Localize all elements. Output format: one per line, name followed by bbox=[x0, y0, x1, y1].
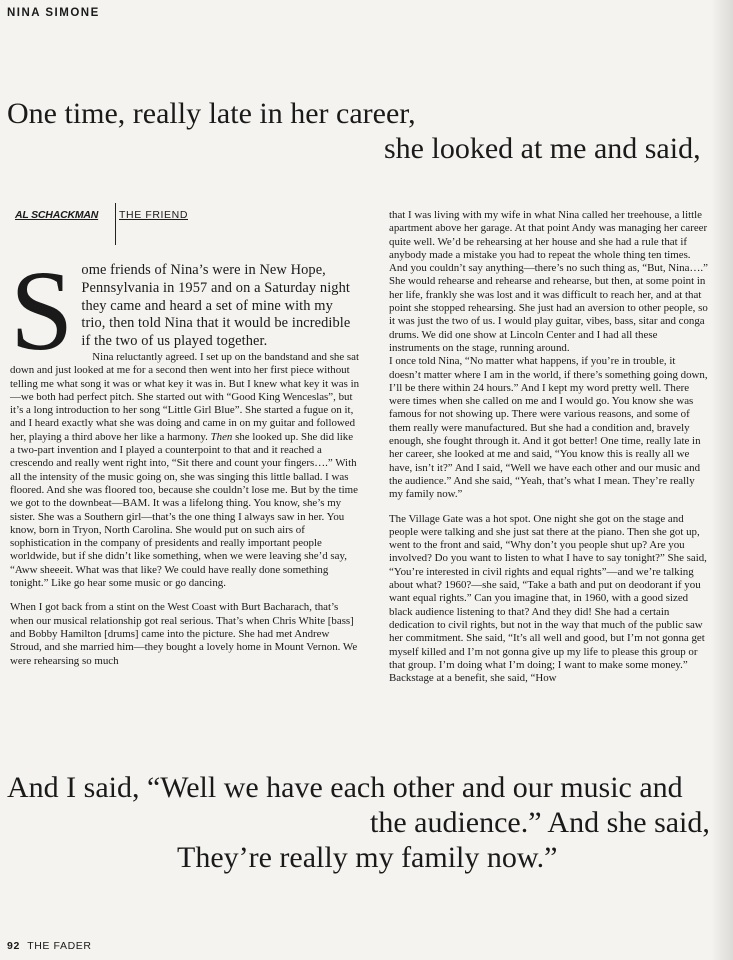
byline-role: THE FRIEND bbox=[119, 209, 188, 221]
left-column bbox=[10, 247, 360, 668]
page-gutter-shadow bbox=[711, 0, 733, 960]
right-paragraph-4: The Village Gate was a hot spot. One night she got on the stage and people were talking and she just sat there at the piano. Then she got up, went to the front and said, “Why don’t you people shut up? Are you involved? Do you want to listen to what I have to say tonight?” She said, “You’re interested in civil rights and equal rights”—and we’re talking about what? 1960?—she said, “Take a bath and put on deodorant if you want equal rights.” Can you imagine that, in 1960, with a good sized black audience listening to that? And they did! She had a certain dedication to civil rights, but not in the way that much of the public saw her commitment. She said, “It’s all well and good, but I’m not gonna get myself killed and I’m not gonna give up my life to please this group or that group. I’m doing what I’m doing; I want to make some money.” Backstage at a benefit, she said, “How bbox=[389, 512, 707, 685]
pull-quote-top-line-1: One time, really late in her career, bbox=[7, 97, 416, 130]
body-paragraph-1 bbox=[10, 351, 360, 590]
body-paragraph-1-part-b: she looked up. She did like a two-part invention and I played a counterpoint to that and it reached a crescendo and really went right into, “Sit there and count your fingers….” With all the intensity of the music going on, she was singing this little ballad. I was floored. And she was floored too, because she couldn’t lose me. But by the time we got to the downbeat—BAM. It was a lifelong thing. You know, she’s my sister. She was a Southern girl—that’s the one thing I always saw in her. You know, born in Tryon, North Carolina. She would put on such airs of sophistication in the company of presidents and really important people worldwide, but if she didn’t like something, when we were leaving she’d say, “Aww sheeeit. What was that like? We could have really done something tonight.” Like go hear some music or go dancing. bbox=[10, 430, 358, 590]
pull-quote-bottom-line-2: the audience.” And she said, bbox=[370, 806, 710, 839]
body-paragraph-2: When I got back from a stint on the West Coast with Burt Bacharach, that’s when our musical relationship got real serious. That’s when Chris White [bass] and Bobby Hamilton [drums] came into the picture. She had met Andrew Stroud, and she married him—they bought a lovely home in Mount Vernon. We were rehearsing so much bbox=[10, 601, 358, 667]
body-paragraph-1-part-a: Nina reluctantly agreed. I set up on the bandstand and she sat down and just looked at me for a second then went into her first piece without telling me what song it was or what key it was in. But I knew what key it was in—we both had perfect pitch. She started out with “Good King Wenceslas”, but it’s a long introduction to her song “Little Girl Blue”. She started a fugue on it, and I heard exactly what she was doing and came in on my guitar and followed her, playing a third above her like a harmony. bbox=[10, 350, 360, 443]
drop-cap: S bbox=[10, 247, 74, 374]
right-paragraph-2: She would rehearse and rehearse and rehearse, but then, at some point in her life, frankly she was lost and it was difficult to reach her, and at that point she stopped rehearsing. She just had an aversion to other people, so it was just the two of us. I would play guitar, vibes, bass, sitar and conga drums. We did one show at Lincoln Center and I had all these instruments on the stage, running around. bbox=[389, 275, 708, 354]
pull-quote-top-line-2: she looked at me and said, bbox=[384, 132, 701, 165]
running-head: NINA SIMONE bbox=[7, 7, 100, 19]
byline-name: AL SCHACKMAN bbox=[15, 209, 99, 221]
page-number: 92 bbox=[7, 940, 20, 952]
byline-divider bbox=[115, 203, 116, 245]
pull-quote-bottom-line-1: And I said, “Well we have each other and our music and bbox=[7, 771, 683, 804]
body-paragraph-1-emphasis: Then bbox=[210, 430, 233, 443]
right-paragraph-1: that I was living with my wife in what Nina called her treehouse, a little apartment above her garage. At that point Andy was managing her career quite well. We’d be rehearsing at her house and she had a rule that if anybody made a mistake you had to repeat the whole thing ten times. And you couldn’t say anything—there’s no such thing as, “But, Nina….” bbox=[389, 209, 708, 275]
right-column bbox=[389, 209, 709, 685]
byline bbox=[15, 209, 215, 245]
right-paragraph-3: I once told Nina, “No matter what happens, if you’re in trouble, it doesn’t matter where I am in the world, if there’s something going down, I’ll be there within 24 hours.” And I kept my word pretty well. There were times when she called on me and I would go. You know she was famous for not showing up. There were various reasons, and some of them really were manufactured. But she had a condition and, bravely enough, she fought through it. And it got better! One time, really late in her career, she looked at me and said, “You know this is really all we have, isn’t it?” And I said, “Well we have each other and our music and the audience.” And she said, “Yeah, that’s what I mean. They’re really my family now.” bbox=[389, 355, 708, 501]
folio bbox=[7, 940, 92, 952]
lead-paragraph: ome friends of Nina’s were in New Hope, Pennsylvania in 1957 and on a Saturday night they came and heard a set of mine with my trio, then told Nina that it would be incredible if the two of us played together. bbox=[81, 262, 351, 350]
publication-name: THE FADER bbox=[27, 940, 92, 952]
pull-quote-bottom-line-3: They’re really my family now.” bbox=[177, 841, 558, 874]
